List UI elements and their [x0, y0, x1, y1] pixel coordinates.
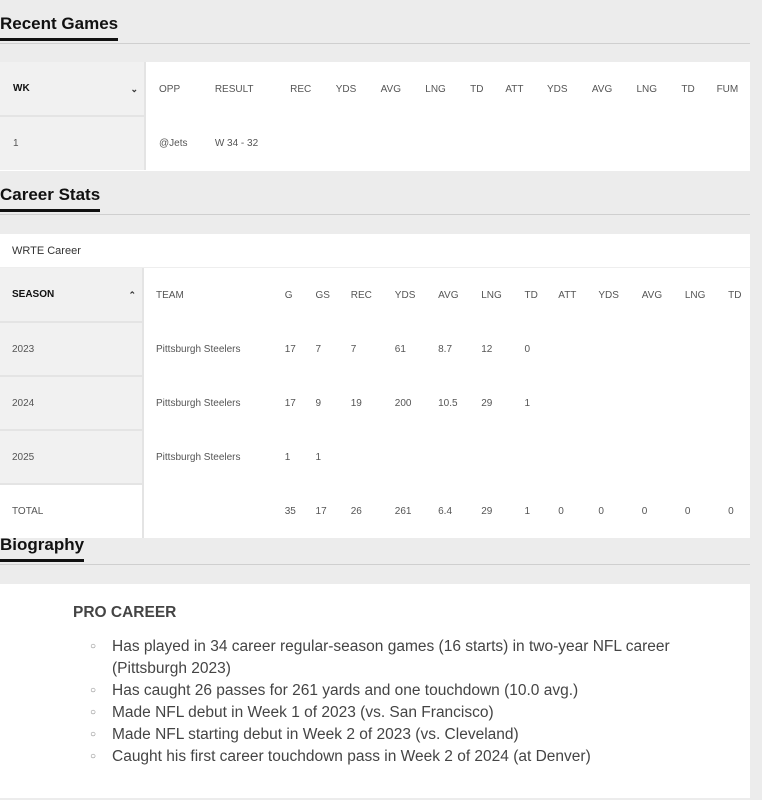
column-header: REC: [290, 83, 312, 95]
table-cell: 0: [558, 505, 564, 517]
table-cell: [383, 430, 426, 484]
table-cell: [426, 430, 469, 484]
team-cell: Pittsburgh Steelers: [156, 343, 241, 355]
table-cell: [546, 322, 586, 376]
career-stats-title: Career Stats: [0, 185, 100, 212]
table-cell: 61: [394, 343, 406, 355]
table-cell: 35: [284, 505, 296, 517]
column-header-season[interactable]: [0, 268, 143, 322]
recent-games-table: [0, 62, 750, 170]
column-header: TD: [470, 83, 484, 95]
table-cell: [673, 430, 716, 484]
career-stats-table: [0, 268, 750, 538]
table-cell: [586, 376, 629, 430]
table-cell: [668, 116, 703, 170]
column-header: YDS: [546, 83, 568, 95]
column-header: REC: [350, 289, 372, 301]
bio-item-text: Has caught 26 passes for 261 yards and one touchdown (10.0 avg.): [112, 682, 579, 699]
table-cell: @Jets: [159, 137, 188, 149]
column-header: YDS: [598, 289, 619, 301]
column-header: FUM: [716, 83, 739, 95]
career-type-label: WRTE Career: [0, 234, 750, 268]
list-item: [90, 724, 690, 746]
table-cell: [704, 116, 750, 170]
chevron-up-icon[interactable]: ⌃: [128, 289, 136, 300]
list-item: [90, 636, 690, 680]
table-cell: 6.4: [438, 505, 453, 517]
column-header: ATT: [505, 83, 524, 95]
table-cell: [579, 116, 624, 170]
table-cell: [630, 322, 673, 376]
bio-item-text: Made NFL debut in Week 1 of 2023 (vs. San Francisco): [112, 704, 494, 721]
table-cell: [716, 430, 750, 484]
table-cell: 2025: [0, 430, 143, 484]
table-cell: [716, 322, 750, 376]
table-cell: W 34 - 32: [214, 137, 259, 149]
table-cell: 9: [315, 397, 322, 409]
circle-bullet-icon: ○: [90, 707, 97, 718]
recent-games-header: [0, 14, 750, 44]
table-cell: [586, 322, 629, 376]
team-cell: Pittsburgh Steelers: [156, 451, 241, 463]
career-stats-header: [0, 185, 750, 215]
table-cell: [469, 430, 512, 484]
table-cell: [277, 116, 323, 170]
column-header-wk[interactable]: [0, 62, 145, 116]
table-cell: 12: [481, 343, 493, 355]
table-cell: 1: [0, 116, 145, 170]
column-header-label: SEASON: [12, 289, 55, 300]
table-cell: 1: [524, 505, 531, 517]
table-cell: [673, 376, 716, 430]
table-row: [0, 376, 750, 430]
table-cell: [457, 116, 492, 170]
list-item: [90, 746, 690, 768]
table-cell: 200: [394, 397, 412, 409]
column-header: LNG: [481, 289, 502, 301]
table-cell: 19: [350, 397, 362, 409]
circle-bullet-icon: ○: [90, 641, 97, 652]
table-cell: [368, 116, 413, 170]
career-stats-card: [0, 234, 750, 538]
table-cell: 1: [284, 451, 291, 463]
column-header: AVG: [380, 83, 402, 95]
table-cell: 29: [481, 397, 493, 409]
list-item: [90, 702, 690, 724]
column-header: TEAM: [156, 289, 184, 301]
column-header: AVG: [591, 83, 613, 95]
circle-bullet-icon: ○: [90, 729, 97, 740]
table-cell: 17: [315, 505, 327, 517]
table-row: [0, 116, 750, 170]
table-cell: [513, 430, 547, 484]
table-row: [0, 322, 750, 376]
table-cell: [546, 376, 586, 430]
table-cell: 2024: [0, 376, 143, 430]
column-header: AVG: [641, 289, 663, 301]
table-cell: 7: [350, 343, 357, 355]
table-cell: [630, 376, 673, 430]
column-header: G: [284, 289, 293, 301]
table-cell: [716, 376, 750, 430]
circle-bullet-icon: ○: [90, 685, 97, 696]
column-header: LNG: [636, 83, 658, 95]
table-cell: 1: [524, 397, 531, 409]
table-cell: 17: [284, 343, 296, 355]
circle-bullet-icon: ○: [90, 751, 97, 762]
column-header: TD: [681, 83, 695, 95]
table-cell: 10.5: [438, 397, 458, 409]
recent-games-title: Recent Games: [0, 14, 118, 41]
table-cell: [630, 430, 673, 484]
column-header: YDS: [394, 289, 416, 301]
table-cell: 1: [315, 451, 322, 463]
table-cell: 2023: [0, 322, 143, 376]
table-cell: [492, 116, 534, 170]
table-cell: 0: [598, 505, 604, 517]
table-cell: 0: [684, 505, 691, 517]
table-row: [0, 430, 750, 484]
team-cell: Pittsburgh Steelers: [156, 397, 241, 409]
column-header: ATT: [558, 289, 577, 301]
table-cell: [534, 116, 579, 170]
table-cell: 17: [284, 397, 296, 409]
biography-card: [0, 584, 750, 798]
column-header: LNG: [684, 289, 706, 301]
recent-games-card: [0, 62, 750, 171]
team-cell: [143, 484, 273, 538]
bio-list: [90, 636, 690, 768]
total-row: [0, 484, 750, 538]
bio-heading: PRO CAREER: [73, 604, 177, 621]
table-cell: [323, 116, 368, 170]
bio-item-text: Has played in 34 career regular-season games (16 starts) in two-year NFL career (Pittsburgh 2023): [112, 638, 670, 677]
column-header: RESULT: [214, 83, 254, 95]
table-cell: [339, 430, 383, 484]
table-cell: 261: [394, 505, 412, 517]
biography-title: Biography: [0, 535, 84, 562]
table-header-row: [0, 62, 750, 116]
table-cell: 0: [524, 343, 531, 355]
column-header: AVG: [438, 289, 459, 301]
column-header: TD: [728, 289, 742, 301]
column-header: LNG: [425, 83, 446, 95]
table-cell: [623, 116, 668, 170]
column-header: TD: [524, 289, 538, 301]
table-header-row: [0, 268, 750, 322]
table-cell: [412, 116, 457, 170]
bio-item-text: Caught his first career touchdown pass in Week 2 of 2024 (at Denver): [112, 748, 591, 765]
column-header: OPP: [159, 83, 181, 95]
bio-item-text: Made NFL starting debut in Week 2 of 2023 (vs. Cleveland): [112, 726, 519, 743]
column-header-label: WK: [13, 83, 30, 94]
table-cell: 0: [641, 505, 648, 517]
table-cell: TOTAL: [0, 484, 143, 538]
biography-header: [0, 535, 750, 565]
table-cell: 7: [315, 343, 322, 355]
table-cell: 26: [350, 505, 362, 517]
table-cell: 29: [481, 505, 493, 517]
table-cell: [586, 430, 629, 484]
table-cell: [546, 430, 586, 484]
table-cell: 0: [728, 505, 734, 517]
column-header: GS: [315, 289, 330, 301]
list-item: [90, 680, 690, 702]
chevron-down-icon[interactable]: ⌄: [130, 83, 138, 94]
table-cell: 8.7: [438, 343, 453, 355]
table-cell: [673, 322, 716, 376]
column-header: YDS: [335, 83, 357, 95]
